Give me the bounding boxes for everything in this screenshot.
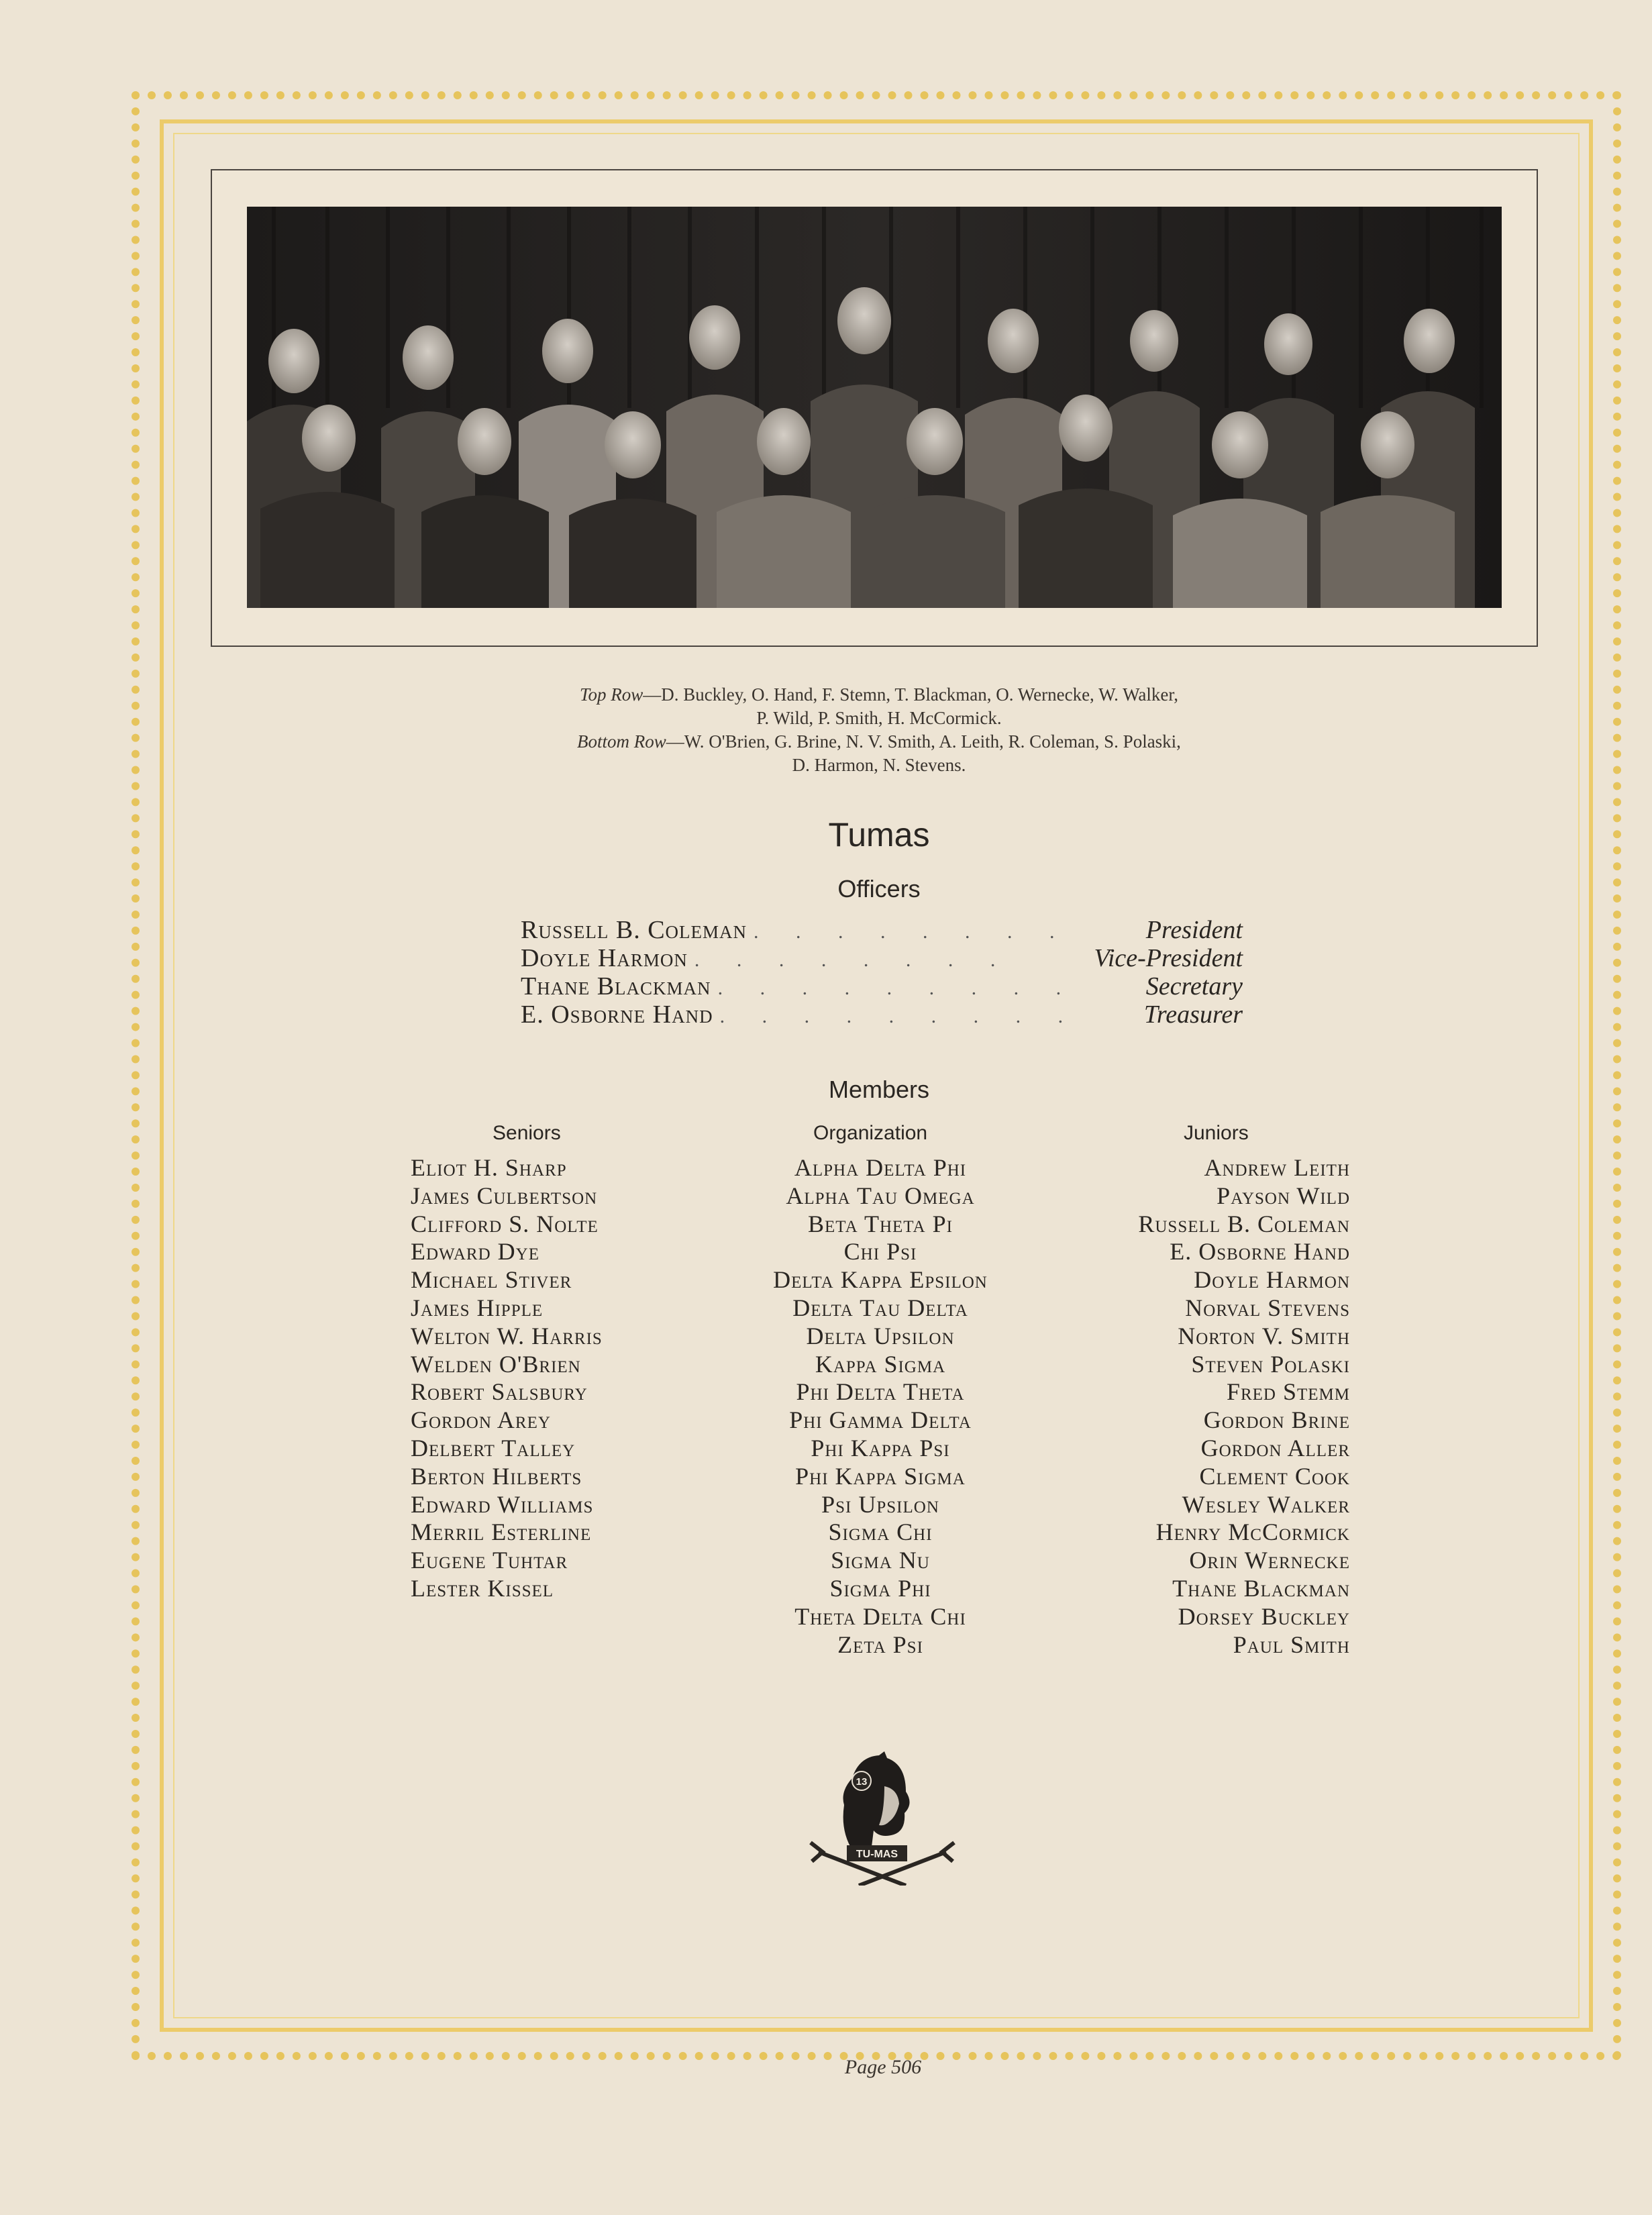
list-item: Welton W. Harris	[411, 1322, 603, 1349]
tumas-emblem	[805, 1751, 960, 1886]
officer-row	[521, 972, 1243, 1000]
list-item: Beta Theta Pi	[808, 1210, 953, 1237]
list-item: Gordon Aller	[1200, 1434, 1350, 1461]
officer-row	[521, 1000, 1243, 1029]
officer-name: Doyle Harmon	[521, 944, 688, 972]
caption-bottom-row-cont: D. Harmon, N. Stevens.	[792, 755, 966, 775]
group-photograph	[247, 207, 1502, 608]
list-item: Phi Gamma Delta	[789, 1406, 972, 1434]
list-item: Russell B. Coleman	[1138, 1210, 1350, 1237]
officer-role: Treasurer	[1143, 1000, 1243, 1029]
leader-dots: . . . . . . . .	[754, 921, 1071, 943]
caption-top-names: —D. Buckley, O. Hand, F. Stemn, T. Blackman, O. Wernecke, W. Walker,	[643, 684, 1179, 705]
list-item: Eliot H. Sharp	[411, 1154, 567, 1181]
list-item: Gordon Arey	[411, 1406, 551, 1434]
caption-bottom-label: Bottom Row	[577, 731, 666, 752]
list-item: Berton Hilberts	[411, 1462, 582, 1490]
list-item: James Hipple	[411, 1294, 544, 1321]
emblem-banner: TU-MAS	[856, 1849, 898, 1860]
leader-dots: . . . . . . . .	[694, 949, 1012, 971]
list-item: James Culbertson	[411, 1182, 598, 1209]
organization-heading: Organization	[813, 1122, 928, 1144]
seniors-list	[411, 1154, 603, 1603]
caption-top-row	[376, 683, 1382, 707]
officer-row	[521, 944, 1243, 972]
officer-row	[521, 916, 1243, 944]
officers-list	[521, 916, 1243, 1029]
list-item: Henry McCormick	[1155, 1518, 1350, 1546]
caption-bottom-names: —W. O'Brien, G. Brine, N. V. Smith, A. Leith, R. Coleman, S. Polaski,	[666, 731, 1181, 752]
organization-list	[679, 1154, 1082, 1659]
officers-heading: Officers	[837, 875, 921, 903]
list-item: Sigma Chi	[828, 1518, 933, 1546]
list-item: Clifford S. Nolte	[411, 1210, 599, 1237]
list-item: Delta Tau Delta	[792, 1294, 968, 1321]
list-item: Psi Upsilon	[821, 1490, 939, 1518]
caption-bottom-row	[376, 730, 1382, 754]
list-item: Paul Smith	[1233, 1631, 1350, 1658]
list-item: Dorsey Buckley	[1178, 1602, 1350, 1630]
list-item: Kappa Sigma	[815, 1350, 946, 1378]
seniors-heading: Seniors	[493, 1122, 561, 1144]
list-item: Norton V. Smith	[1178, 1322, 1350, 1349]
list-item: Welden O'Brien	[411, 1350, 581, 1378]
list-item: Wesley Walker	[1182, 1490, 1350, 1518]
page-number: Page 506	[844, 2056, 922, 2078]
photo-caption	[376, 683, 1382, 777]
list-item: Chi Psi	[843, 1238, 917, 1266]
list-item: Steven Polaski	[1191, 1350, 1350, 1378]
juniors-heading: Juniors	[1184, 1122, 1249, 1144]
list-item: E. Osborne Hand	[1170, 1238, 1350, 1266]
list-item: Delta Kappa Epsilon	[773, 1266, 988, 1294]
list-item: Orin Wernecke	[1189, 1547, 1350, 1574]
list-item: Alpha Tau Omega	[786, 1182, 975, 1209]
list-item: Sigma Phi	[829, 1574, 931, 1602]
officer-role: President	[1145, 916, 1243, 944]
list-item: Zeta Psi	[837, 1631, 923, 1658]
list-item: Robert Salsbury	[411, 1378, 588, 1406]
caption-top-label: Top Row	[579, 684, 643, 705]
officer-name: E. Osborne Hand	[521, 1000, 713, 1029]
list-item: Merril Esterline	[411, 1518, 592, 1546]
list-item: Clement Cook	[1199, 1462, 1350, 1490]
page-title: Tumas	[828, 816, 930, 854]
list-item: Eugene Tuhtar	[411, 1547, 568, 1574]
list-item: Delta Upsilon	[806, 1322, 955, 1349]
list-item: Gordon Brine	[1203, 1406, 1350, 1434]
emblem-number: 13	[856, 1776, 868, 1788]
list-item: Payson Wild	[1217, 1182, 1350, 1209]
list-item: Thane Blackman	[1172, 1574, 1350, 1602]
list-item: Phi Kappa Psi	[811, 1434, 950, 1461]
caption-top-row-cont: P. Wild, P. Smith, H. McCormick.	[756, 708, 1002, 728]
juniors-list	[1138, 1154, 1350, 1659]
list-item: Phi Delta Theta	[796, 1378, 965, 1406]
list-item: Lester Kissel	[411, 1574, 554, 1602]
list-item: Edward Dye	[411, 1238, 539, 1266]
officer-role: Vice-President	[1094, 944, 1243, 972]
list-item: Phi Kappa Sigma	[795, 1462, 966, 1490]
list-item: Theta Delta Chi	[794, 1602, 966, 1630]
officer-name: Russell B. Coleman	[521, 916, 747, 944]
members-heading: Members	[828, 1076, 930, 1103]
list-item: Norval Stevens	[1185, 1294, 1350, 1321]
list-item: Michael Stiver	[411, 1266, 572, 1294]
devil-head-icon	[843, 1751, 910, 1852]
list-item: Edward Williams	[411, 1490, 594, 1518]
list-item: Fred Stemm	[1226, 1378, 1350, 1406]
list-item: Alpha Delta Phi	[794, 1154, 967, 1181]
leader-dots: . . . . . . . . .	[719, 1005, 1080, 1027]
officer-name: Thane Blackman	[521, 972, 711, 1000]
list-item: Andrew Leith	[1204, 1154, 1350, 1181]
officer-role: Secretary	[1145, 972, 1243, 1000]
list-item: Delbert Talley	[411, 1434, 576, 1461]
list-item: Sigma Nu	[831, 1547, 930, 1574]
list-item: Doyle Harmon	[1194, 1266, 1350, 1294]
leader-dots: . . . . . . . . .	[717, 977, 1078, 999]
